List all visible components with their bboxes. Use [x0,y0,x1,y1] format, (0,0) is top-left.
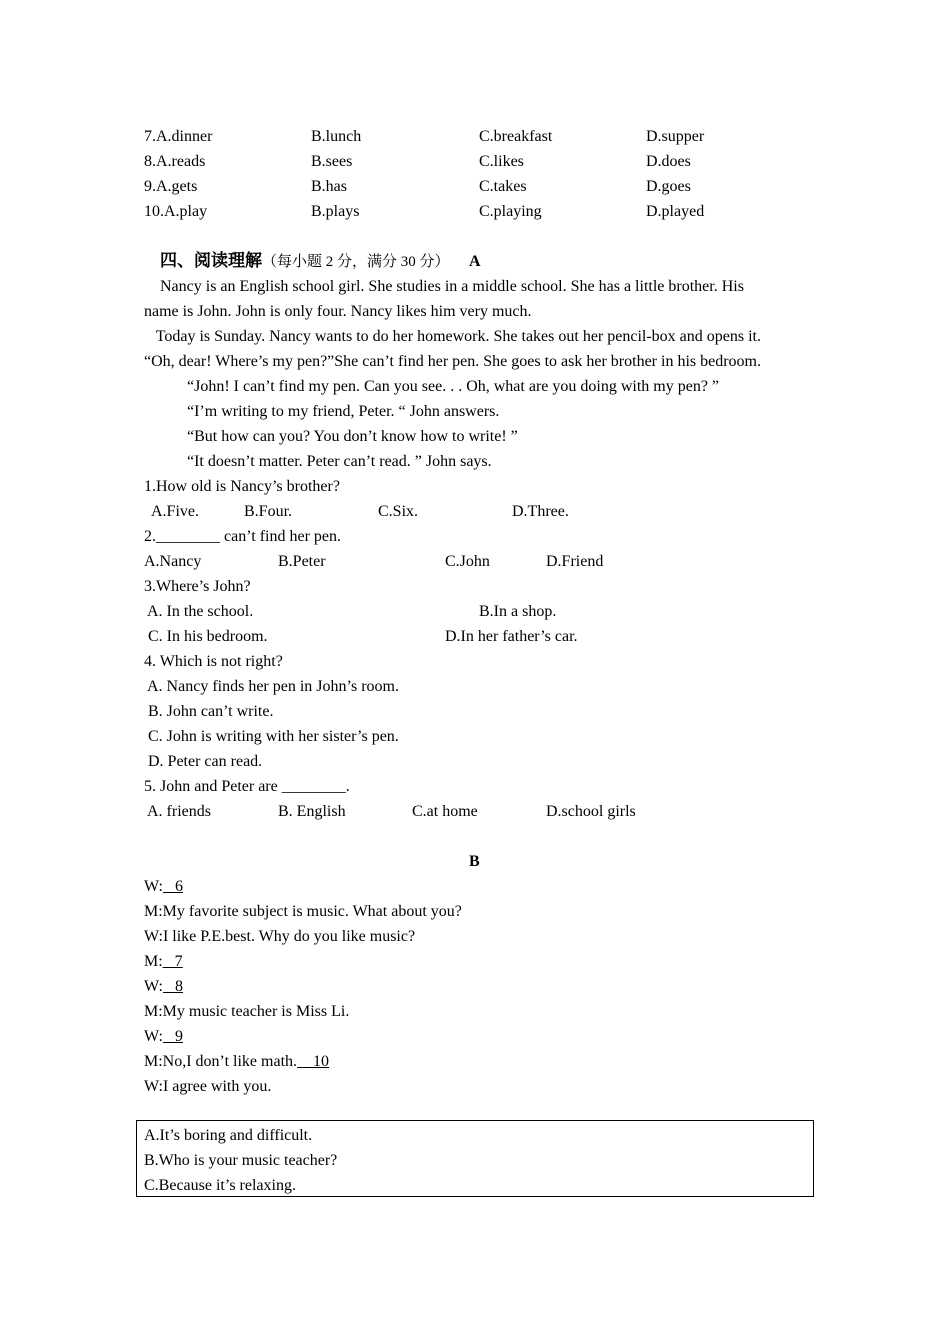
dialogue-line [144,974,183,999]
speaker: M: [144,953,163,970]
answer-option: D. Peter can read. [148,753,263,770]
choice-option: B.lunch [311,128,362,145]
answer-option: A.Five. [151,503,199,520]
speaker: W: [144,1028,163,1045]
choice-option: D.does [646,153,691,170]
dialogue-line [144,1024,183,1049]
answer-option: B.In a shop. [479,603,557,620]
choice-option: B.has [311,178,347,195]
dialogue-line: W:I agree with you. [144,1078,272,1095]
choice-option: C.breakfast [479,128,553,145]
choice-option: C.likes [479,153,524,170]
choice-option: C.takes [479,178,527,195]
answer-option: A. In the school. [147,603,254,620]
blank-10: 10 [297,1053,330,1070]
blank-6: 6 [162,878,183,895]
answer-option: B. English [278,803,346,820]
choice-option: B.plays [311,203,360,220]
dialogue-line: M:My music teacher is Miss Li. [144,1003,350,1020]
passage-line: “It doesn’t matter. Peter can’t read. ” John says. [187,453,492,470]
choice-option: 8.A.reads [144,153,206,170]
dialogue-line: M:My favorite subject is music. What about you? [144,903,462,920]
blank-7: 7 [162,953,183,970]
dialogue-line: W:I like P.E.best. Why do you like music? [144,928,416,945]
dialogue-line [144,874,183,899]
speaker: W: [144,878,163,895]
question-2: 2.________ can’t find her pen. [144,528,341,545]
dialogue-line [144,949,183,974]
answer-option: D.Friend [546,553,604,570]
answer-option: B.Peter [278,553,326,570]
passage-line: Today is Sunday. Nancy wants to do her homework. She takes out her pencil-box and opens it. [144,328,761,345]
choice-option: D.supper [646,128,705,145]
box-option: A.It’s boring and difficult. [144,1127,313,1144]
speaker: W: [144,978,163,995]
passage-b-label: B [469,853,480,870]
box-option: B.Who is your music teacher? [144,1152,338,1169]
answer-option: B. John can’t write. [148,703,274,720]
dialogue-text: M:No,I don’t like math. [144,1053,298,1070]
passage-line: “But how can you? You don’t know how to write! ” [187,428,518,445]
question-4: 4. Which is not right? [144,653,283,670]
choice-option: 10.A.play [144,203,208,220]
question-5: 5. John and Peter are ________. [144,778,350,795]
blank-8: 8 [162,978,183,995]
answer-option: D.school girls [546,803,636,820]
choice-option: D.played [646,203,705,220]
choice-option: C.playing [479,203,542,220]
dialogue-line [144,1049,329,1074]
section-note: （每小题 2 分，满分 30 分） [262,254,450,270]
box-option: C.Because it’s relaxing. [144,1177,296,1194]
choice-option: 7.A.dinner [144,128,213,145]
passage-line: “I’m writing to my friend, Peter. “ John answers. [187,403,500,420]
passage-a-label: A [469,253,481,270]
question-3: 3.Where’s John? [144,578,251,595]
section-title: 四、阅读理解 [160,251,262,271]
question-1: 1.How old is Nancy’s brother? [144,478,340,495]
passage-line: “John! I can’t find my pen. Can you see. . . Oh, what are you doing with my pen? ” [187,378,720,395]
answer-option: A. friends [147,803,211,820]
choice-option: 9.A.gets [144,178,198,195]
choice-option: B.sees [311,153,353,170]
answer-option: C. John is writing with her sister’s pen. [148,728,399,745]
answer-option: C.Six. [378,503,419,520]
answer-option: C.John [445,553,490,570]
passage-line: name is John. John is only four. Nancy likes him very much. [144,303,532,320]
blank-9: 9 [162,1028,183,1045]
answer-option: D.Three. [512,503,569,520]
answer-option: B.Four. [244,503,293,520]
answer-option: C. In his bedroom. [148,628,268,645]
answer-option: C.at home [412,803,478,820]
passage-line: Nancy is an English school girl. She studies in a middle school. She has a little brother. His [144,278,744,295]
passage-line: “Oh, dear! Where’s my pen?”She can’t find her pen. She goes to ask her brother in his bedroom. [144,353,761,370]
answer-options-box [136,1120,814,1197]
answer-option: A. Nancy finds her pen in John’s room. [147,678,399,695]
answer-option: D.In her father’s car. [445,628,578,645]
answer-option: A.Nancy [144,553,202,570]
choice-option: D.goes [646,178,691,195]
